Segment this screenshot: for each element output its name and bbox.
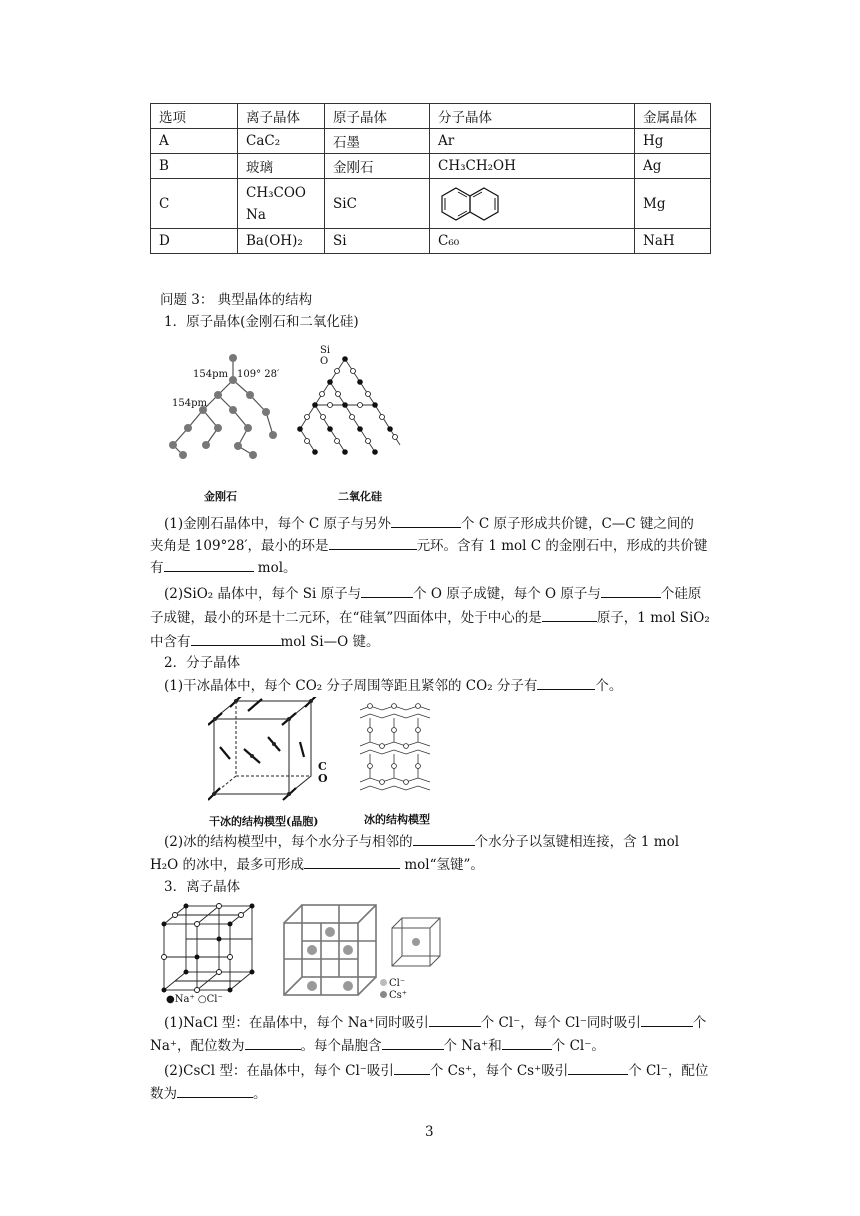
cscl-cs-legend bbox=[380, 990, 407, 1001]
text: 夹角是 109°28′，最小的环是 bbox=[150, 538, 329, 554]
text: 中含有 bbox=[150, 634, 191, 650]
diamond-bond-length-label: 154pm bbox=[172, 398, 207, 409]
subsection-atomic: 1．原子晶体(金刚石和二氧化硅) bbox=[164, 314, 359, 330]
answer-blank[interactable] bbox=[191, 631, 281, 646]
text: 个 O 原子成键，每个 O 原子与 bbox=[413, 586, 601, 602]
text: 个 Cl⁻，配位 bbox=[628, 1063, 709, 1079]
answer-blank[interactable] bbox=[361, 583, 413, 598]
dry-ice-caption: 干冰的结构模型(晶胞) bbox=[209, 815, 319, 828]
table-row bbox=[151, 229, 711, 254]
table-cell: B bbox=[151, 154, 238, 179]
naphthalene-structure bbox=[438, 184, 508, 224]
ice-structure-figure bbox=[356, 702, 436, 802]
text: mol Si—O 键。 bbox=[280, 634, 380, 650]
answer-blank[interactable] bbox=[542, 607, 597, 622]
page-number: 3 bbox=[425, 1124, 434, 1140]
text: (1)NaCl 型：在晶体中，每个 Na⁺同时吸引 bbox=[164, 1015, 429, 1031]
table-cell: SiC bbox=[325, 179, 430, 229]
text: mol。 bbox=[253, 560, 297, 576]
text: (2)CsCl 型：在晶体中，每个 Cl⁻吸引 bbox=[164, 1063, 394, 1079]
question-nacl-cont bbox=[150, 1035, 605, 1057]
table-cell bbox=[430, 179, 635, 229]
table-cell: CaC₂ bbox=[238, 129, 325, 154]
cscl-unit-cell-figure bbox=[390, 916, 442, 968]
answer-blank[interactable] bbox=[641, 1012, 693, 1027]
text: 有 bbox=[150, 560, 164, 576]
text: 数为 bbox=[150, 1086, 177, 1102]
answer-blank[interactable] bbox=[601, 583, 661, 598]
table-header: 离子晶体 bbox=[238, 104, 325, 129]
table-cell: Si bbox=[325, 229, 430, 254]
table-header: 金属晶体 bbox=[635, 104, 711, 129]
table-cell: D bbox=[151, 229, 238, 254]
question-nacl bbox=[164, 1012, 706, 1034]
dry-ice-c-label: C bbox=[318, 760, 327, 773]
sio2-o-label: O bbox=[320, 356, 329, 367]
text: Na⁺，配位数为 bbox=[150, 1038, 245, 1054]
table-cell: CH₃COO Na bbox=[238, 179, 325, 229]
answer-blank[interactable] bbox=[177, 1083, 253, 1098]
text: 。 bbox=[253, 1086, 267, 1102]
table-row bbox=[151, 179, 711, 229]
text: H₂O 的冰中，最多可形成 bbox=[150, 857, 305, 873]
diamond-bond-length-label: 154pm bbox=[193, 369, 228, 380]
text: (2)冰的结构模型中，每个水分子与相邻的 bbox=[164, 834, 413, 850]
answer-blank[interactable] bbox=[413, 831, 475, 846]
table-row bbox=[151, 129, 711, 154]
table-cell: A bbox=[151, 129, 238, 154]
table-cell: Ar bbox=[430, 129, 635, 154]
table-cell: CH₃CH₂OH bbox=[430, 154, 635, 179]
nacl-legend: ●Na⁺ ○Cl⁻ bbox=[166, 994, 223, 1005]
answer-blank[interactable] bbox=[568, 1060, 628, 1075]
cscl-cl-legend bbox=[380, 978, 405, 989]
table-header-row bbox=[151, 104, 711, 129]
answer-blank[interactable] bbox=[429, 1012, 481, 1027]
table-header: 选项 bbox=[151, 104, 238, 129]
table-cell: Hg bbox=[635, 129, 711, 154]
table-header: 分子晶体 bbox=[430, 104, 635, 129]
answer-blank[interactable] bbox=[394, 1060, 430, 1075]
answer-blank[interactable] bbox=[329, 535, 417, 550]
ice-caption: 冰的结构模型 bbox=[364, 813, 430, 826]
table-cell: NaH bbox=[635, 229, 711, 254]
question-cscl-cont bbox=[150, 1083, 267, 1105]
question-sio2-cont bbox=[150, 607, 710, 629]
question-diamond bbox=[164, 513, 694, 535]
table-cell: Ag bbox=[635, 154, 711, 179]
question-diamond-cont bbox=[150, 557, 297, 579]
table-cell: Mg bbox=[635, 179, 711, 229]
question-diamond-cont bbox=[150, 535, 707, 557]
table-cell: 石墨 bbox=[325, 129, 430, 154]
text: 原子，1 mol SiO₂ bbox=[596, 610, 710, 626]
answer-blank[interactable] bbox=[537, 675, 595, 690]
question-sio2 bbox=[164, 583, 701, 605]
text: mol“氢键”。 bbox=[400, 857, 484, 873]
text: (2)SiO₂ 晶体中，每个 Si 原子与 bbox=[164, 586, 362, 602]
question-dry-ice bbox=[164, 675, 622, 697]
text: 个 bbox=[692, 1015, 707, 1031]
table-cell: 金刚石 bbox=[325, 154, 430, 179]
sio2-si-label: Si bbox=[320, 345, 331, 356]
sio2-structure-figure bbox=[290, 347, 410, 467]
diamond-angle-label: 109° 28′ bbox=[237, 369, 280, 380]
table-cell: Ba(OH)₂ bbox=[238, 229, 325, 254]
question-ice bbox=[164, 831, 679, 853]
table-cell: 玻璃 bbox=[238, 154, 325, 179]
text: 个水分子以氢键相连接，含 1 mol bbox=[474, 834, 680, 850]
question-sio2-cont bbox=[150, 631, 379, 653]
dry-ice-unit-cell-figure bbox=[208, 697, 318, 802]
table-header: 原子晶体 bbox=[325, 104, 430, 129]
answer-blank[interactable] bbox=[164, 557, 254, 572]
table-cell: C₆₀ bbox=[430, 229, 635, 254]
text: 个 Na⁺和 bbox=[443, 1038, 502, 1054]
crystal-options-table bbox=[150, 103, 711, 254]
nacl-lattice-figure bbox=[158, 902, 258, 997]
cscl-cl-label: Cl⁻ bbox=[389, 978, 406, 989]
question-ice-cont bbox=[150, 854, 484, 876]
text: 个 C 原子形成共价键，C—C 键之间的 bbox=[461, 516, 694, 532]
text: 元环。含有 1 mol C 的金刚石中，形成的共价键 bbox=[416, 538, 708, 554]
cscl-lattice-figure bbox=[280, 903, 380, 998]
text: (1)干冰晶体中，每个 CO₂ 分子周围等距且紧邻的 CO₂ 分子有 bbox=[164, 678, 538, 694]
table-row bbox=[151, 154, 711, 179]
answer-blank[interactable] bbox=[245, 1035, 301, 1050]
answer-blank[interactable] bbox=[502, 1035, 552, 1050]
sio2-caption: 二氧化硅 bbox=[338, 490, 382, 503]
text: 个。 bbox=[595, 678, 623, 694]
text: (1)金刚石晶体中，每个 C 原子与另外 bbox=[164, 516, 392, 532]
text: 个 Cs⁺，每个 Cs⁺吸引 bbox=[429, 1063, 569, 1079]
answer-blank[interactable] bbox=[304, 854, 400, 869]
text: 个 Cl⁻，每个 Cl⁻同时吸引 bbox=[480, 1015, 641, 1031]
table-cell: C bbox=[151, 179, 238, 229]
text: 子成键，最小的环是十二元环，在“硅氧”四面体中，处于中心的是 bbox=[150, 610, 542, 626]
subsection-molecular: 2．分子晶体 bbox=[164, 655, 241, 671]
text: 个 Cl⁻。 bbox=[551, 1038, 605, 1054]
section-title: 问题 3： 典型晶体的结构 bbox=[160, 292, 313, 308]
diamond-caption: 金刚石 bbox=[204, 490, 237, 503]
question-cscl bbox=[164, 1060, 708, 1082]
answer-blank[interactable] bbox=[391, 513, 461, 528]
text: 。每个晶胞含 bbox=[300, 1038, 382, 1054]
dry-ice-o-label: O bbox=[318, 772, 328, 785]
cscl-cs-label: Cs⁺ bbox=[389, 990, 408, 1001]
subsection-ionic: 3．离子晶体 bbox=[164, 879, 241, 895]
text: 个硅原 bbox=[660, 586, 702, 602]
answer-blank[interactable] bbox=[382, 1035, 444, 1050]
